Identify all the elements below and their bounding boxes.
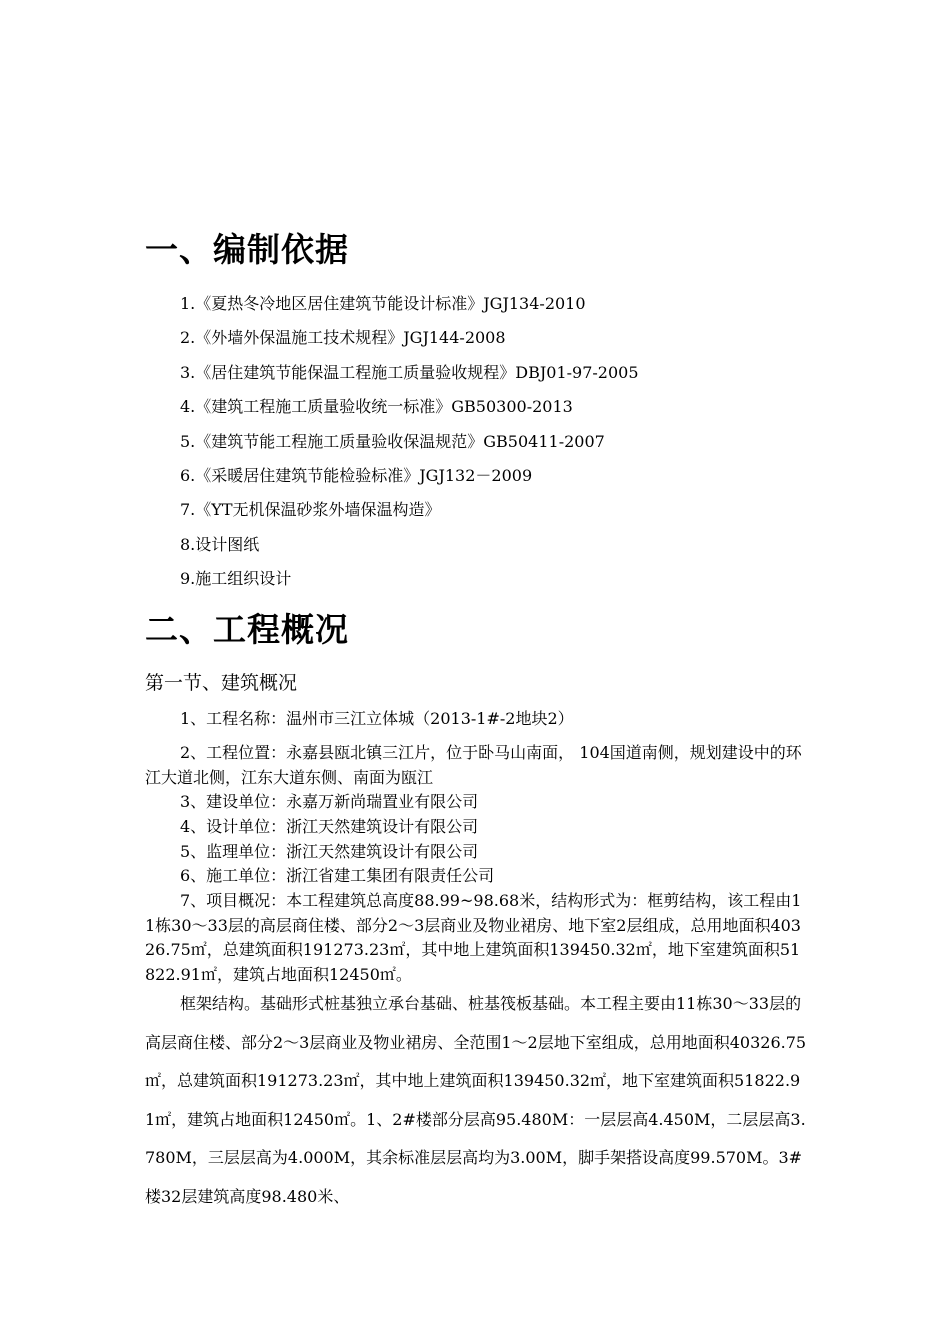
overview-item-client <box>145 790 810 815</box>
reference-item: 1.《夏热冬冷地区居住建筑节能设计标准》JGJ134-2010 <box>180 294 586 313</box>
section-heading-overview: 二、工程概况 <box>145 610 349 649</box>
subsection-title: 第一节、建筑概况 <box>145 672 298 694</box>
reference-item: 8.设计图纸 <box>180 534 260 554</box>
reference-item: 6.《采暖居住建筑节能检验标准》JGJ132－2009 <box>180 465 533 485</box>
overview-item-text: 1、工程名称：温州市三江立体城（2013-1#-2地块2） <box>180 709 574 728</box>
reference-item: 2.《外墙外保温施工技术规程》JGJ144-2008 <box>180 328 506 348</box>
overview-item-location <box>145 741 810 790</box>
overview-item-contractor <box>145 864 810 889</box>
reference-item: 7.《YT无机保温砂浆外墙保温构造》 <box>180 500 441 520</box>
overview-item-text: 5、监理单位：浙江天然建筑设计有限公司 <box>180 842 479 861</box>
overview-item-text: 2、工程位置：永嘉县瓯北镇三江片，位于卧马山南面， 104国道南侧，规划建设中的环江大道北侧，江东大道东侧、南面为瓯江 <box>145 743 802 787</box>
overview-item-summary <box>145 889 810 987</box>
reference-item: 4.《建筑工程施工质量验收统一标准》GB50300-2013 <box>180 397 573 417</box>
reference-item: 5.《建筑节能工程施工质量验收保温规范》GB50411-2007 <box>180 431 605 451</box>
overview-item-text: 6、施工单位：浙江省建工集团有限责任公司 <box>180 866 495 885</box>
overview-item-text: 4、设计单位：浙江天然建筑设计有限公司 <box>180 817 479 836</box>
overview-item-designer <box>145 815 810 840</box>
overview-item-text: 7、项目概况：本工程建筑总高度88.99~98.68米，结构形式为：框剪结构，该工程由11栋30～33层的高层商住楼、部分2～3层商业及物业裙房、地下室2层组成，总用地面积40326.75㎡，总建筑面积191273.23㎡，其中地上建筑面积139450.32㎡，地下室建筑面积51822.91㎡，建筑占地面积12450㎡。 <box>145 891 802 984</box>
structure-text: 框架结构。基础形式桩基独立承台基础、桩基筏板基础。本工程主要由11栋30～33层的高层商住楼、部分2～3层商业及物业裙房、全范围1～2层地下室组成，总用地面积40326.75㎡，总建筑面积191273.23㎡，其中地上建筑面积139450.32㎡，地下室建筑面积51822.91㎡，建筑占地面积12450㎡。1、2#楼部分层高95.480M：一层层高4.450M，二层层高3.780M，三层层高为4.000M，其余标准层层高均为3.00M，脚手架搭设高度99.570M。3#楼32层建筑高度98.480米、 <box>145 994 807 1206</box>
section-heading-basis: 一、编制依据 <box>145 230 349 269</box>
reference-item: 9.施工组织设计 <box>180 569 292 589</box>
reference-item: 3.《居住建筑节能保温工程施工质量验收规程》DBJ01-97-2005 <box>180 362 639 382</box>
reference-list <box>180 290 639 600</box>
structure-paragraph <box>145 985 810 1216</box>
overview-item-name <box>145 707 810 732</box>
overview-item-supervisor <box>145 840 810 865</box>
overview-item-text: 3、建设单位：永嘉万新尚瑞置业有限公司 <box>180 792 479 811</box>
